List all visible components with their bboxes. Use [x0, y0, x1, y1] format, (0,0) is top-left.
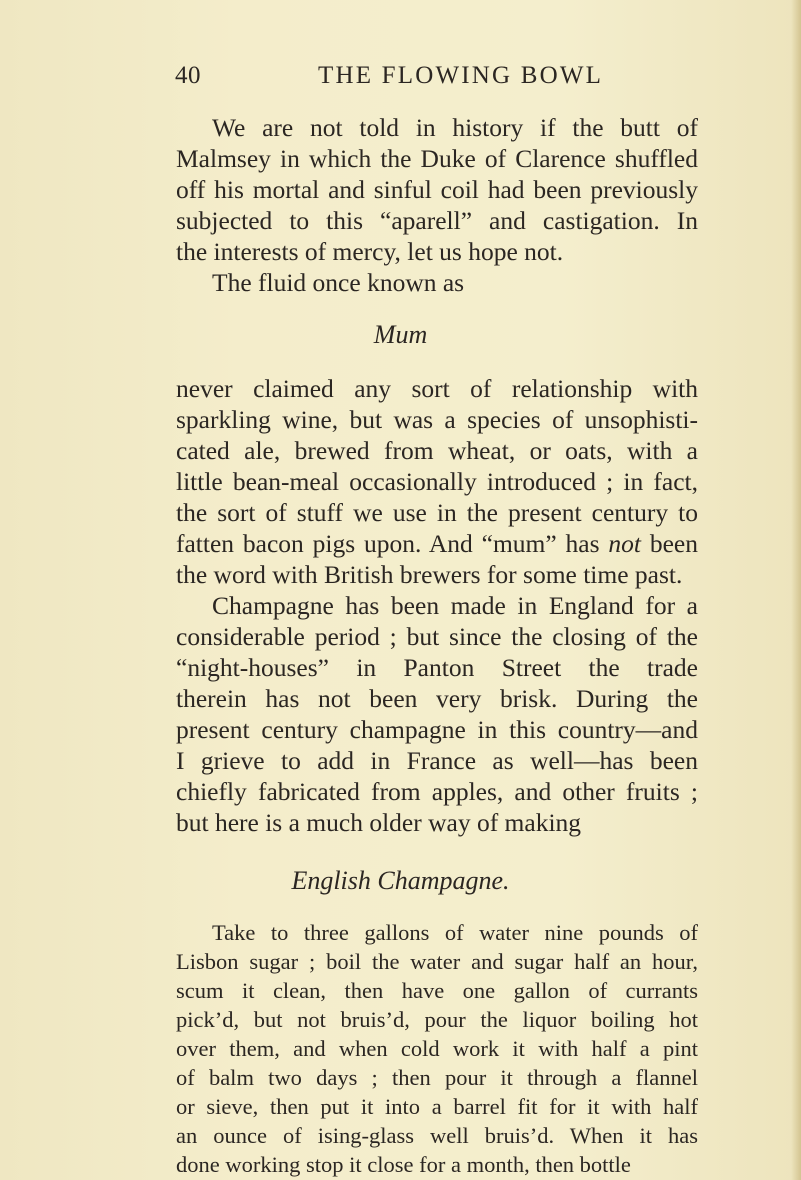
text-line: subjected to this “aparell” and castigation. In	[176, 206, 698, 235]
text-line: Champagne has been made in England for a	[212, 591, 698, 620]
text-line: We are not told in history if the butt of	[212, 113, 698, 142]
text-line: considerable period ; but since the closing of the	[176, 622, 698, 651]
text-run: been	[641, 529, 698, 558]
section-heading-mum	[0, 318, 801, 352]
text-line: present century champagne in this country—and	[176, 715, 698, 744]
text-line: done working stop it close for a month, then bottle	[176, 1152, 631, 1177]
recipe-english-champagne	[176, 918, 698, 1179]
text-line: therein has not been very brisk. During the	[176, 684, 698, 713]
paragraph-champagne-history	[176, 590, 698, 838]
paragraph-fluid-once-known	[176, 267, 698, 298]
section-heading-english-champagne	[0, 864, 801, 898]
text-line: Malmsey in which the Duke of Clarence shuffled	[176, 144, 698, 173]
text-line: over them, and when cold work it with half a pint	[176, 1036, 698, 1061]
text-line	[176, 528, 698, 559]
running-title: THE FLOWING BOWL	[318, 62, 604, 89]
running-head	[0, 62, 801, 96]
text-line: never claimed any sort of relationship with	[176, 374, 698, 403]
text-line: little bean-meal occasionally introduced ; in fact,	[176, 467, 698, 496]
page-number: 40	[175, 62, 201, 89]
text-line: the word with British brewers for some time past.	[176, 560, 683, 589]
paragraph-butt-of-malmsey	[176, 112, 698, 267]
text-line: the sort of stuff we use in the present century to	[176, 498, 698, 527]
text-line: The fluid once known as	[212, 268, 465, 297]
text-line: or sieve, then put it into a barrel fit for it with half	[176, 1094, 698, 1119]
text-line: I grieve to add in France as well—has been	[176, 746, 698, 775]
text-line: chiefly fabricated from apples, and other fruits ;	[176, 777, 698, 806]
page-edge-shadow	[791, 0, 801, 1180]
text-line: the interests of mercy, let us hope not.	[176, 237, 564, 266]
text-line: of balm two days ; then pour it through a flannel	[176, 1065, 698, 1090]
text-run: fatten bacon pigs upon. And “mum” has	[176, 529, 609, 558]
text-line: Take to three gallons of water nine pounds of	[212, 920, 698, 945]
text-line: pick’d, but not bruis’d, pour the liquor boiling hot	[176, 1007, 698, 1032]
text-line: off his mortal and sinful coil had been previously	[176, 175, 698, 204]
text-line: an ounce of ising-glass well bruis’d. When it has	[176, 1123, 698, 1148]
text-line: sparkling wine, but was a species of unsophisti-	[176, 405, 698, 434]
text-line: but here is a much older way of making	[176, 808, 582, 837]
heading-text: Mum	[373, 320, 428, 349]
text-line: “night-houses” in Panton Street the trade	[176, 653, 698, 682]
heading-text: English Champagne.	[291, 866, 510, 895]
paragraph-mum-description	[176, 373, 698, 590]
text-line: Lisbon sugar ; boil the water and sugar half an hour,	[176, 949, 698, 974]
text-line: scum it clean, then have one gallon of currants	[176, 978, 698, 1003]
text-line: cated ale, brewed from wheat, or oats, with a	[176, 436, 698, 465]
emphasis-not: not	[608, 529, 641, 558]
